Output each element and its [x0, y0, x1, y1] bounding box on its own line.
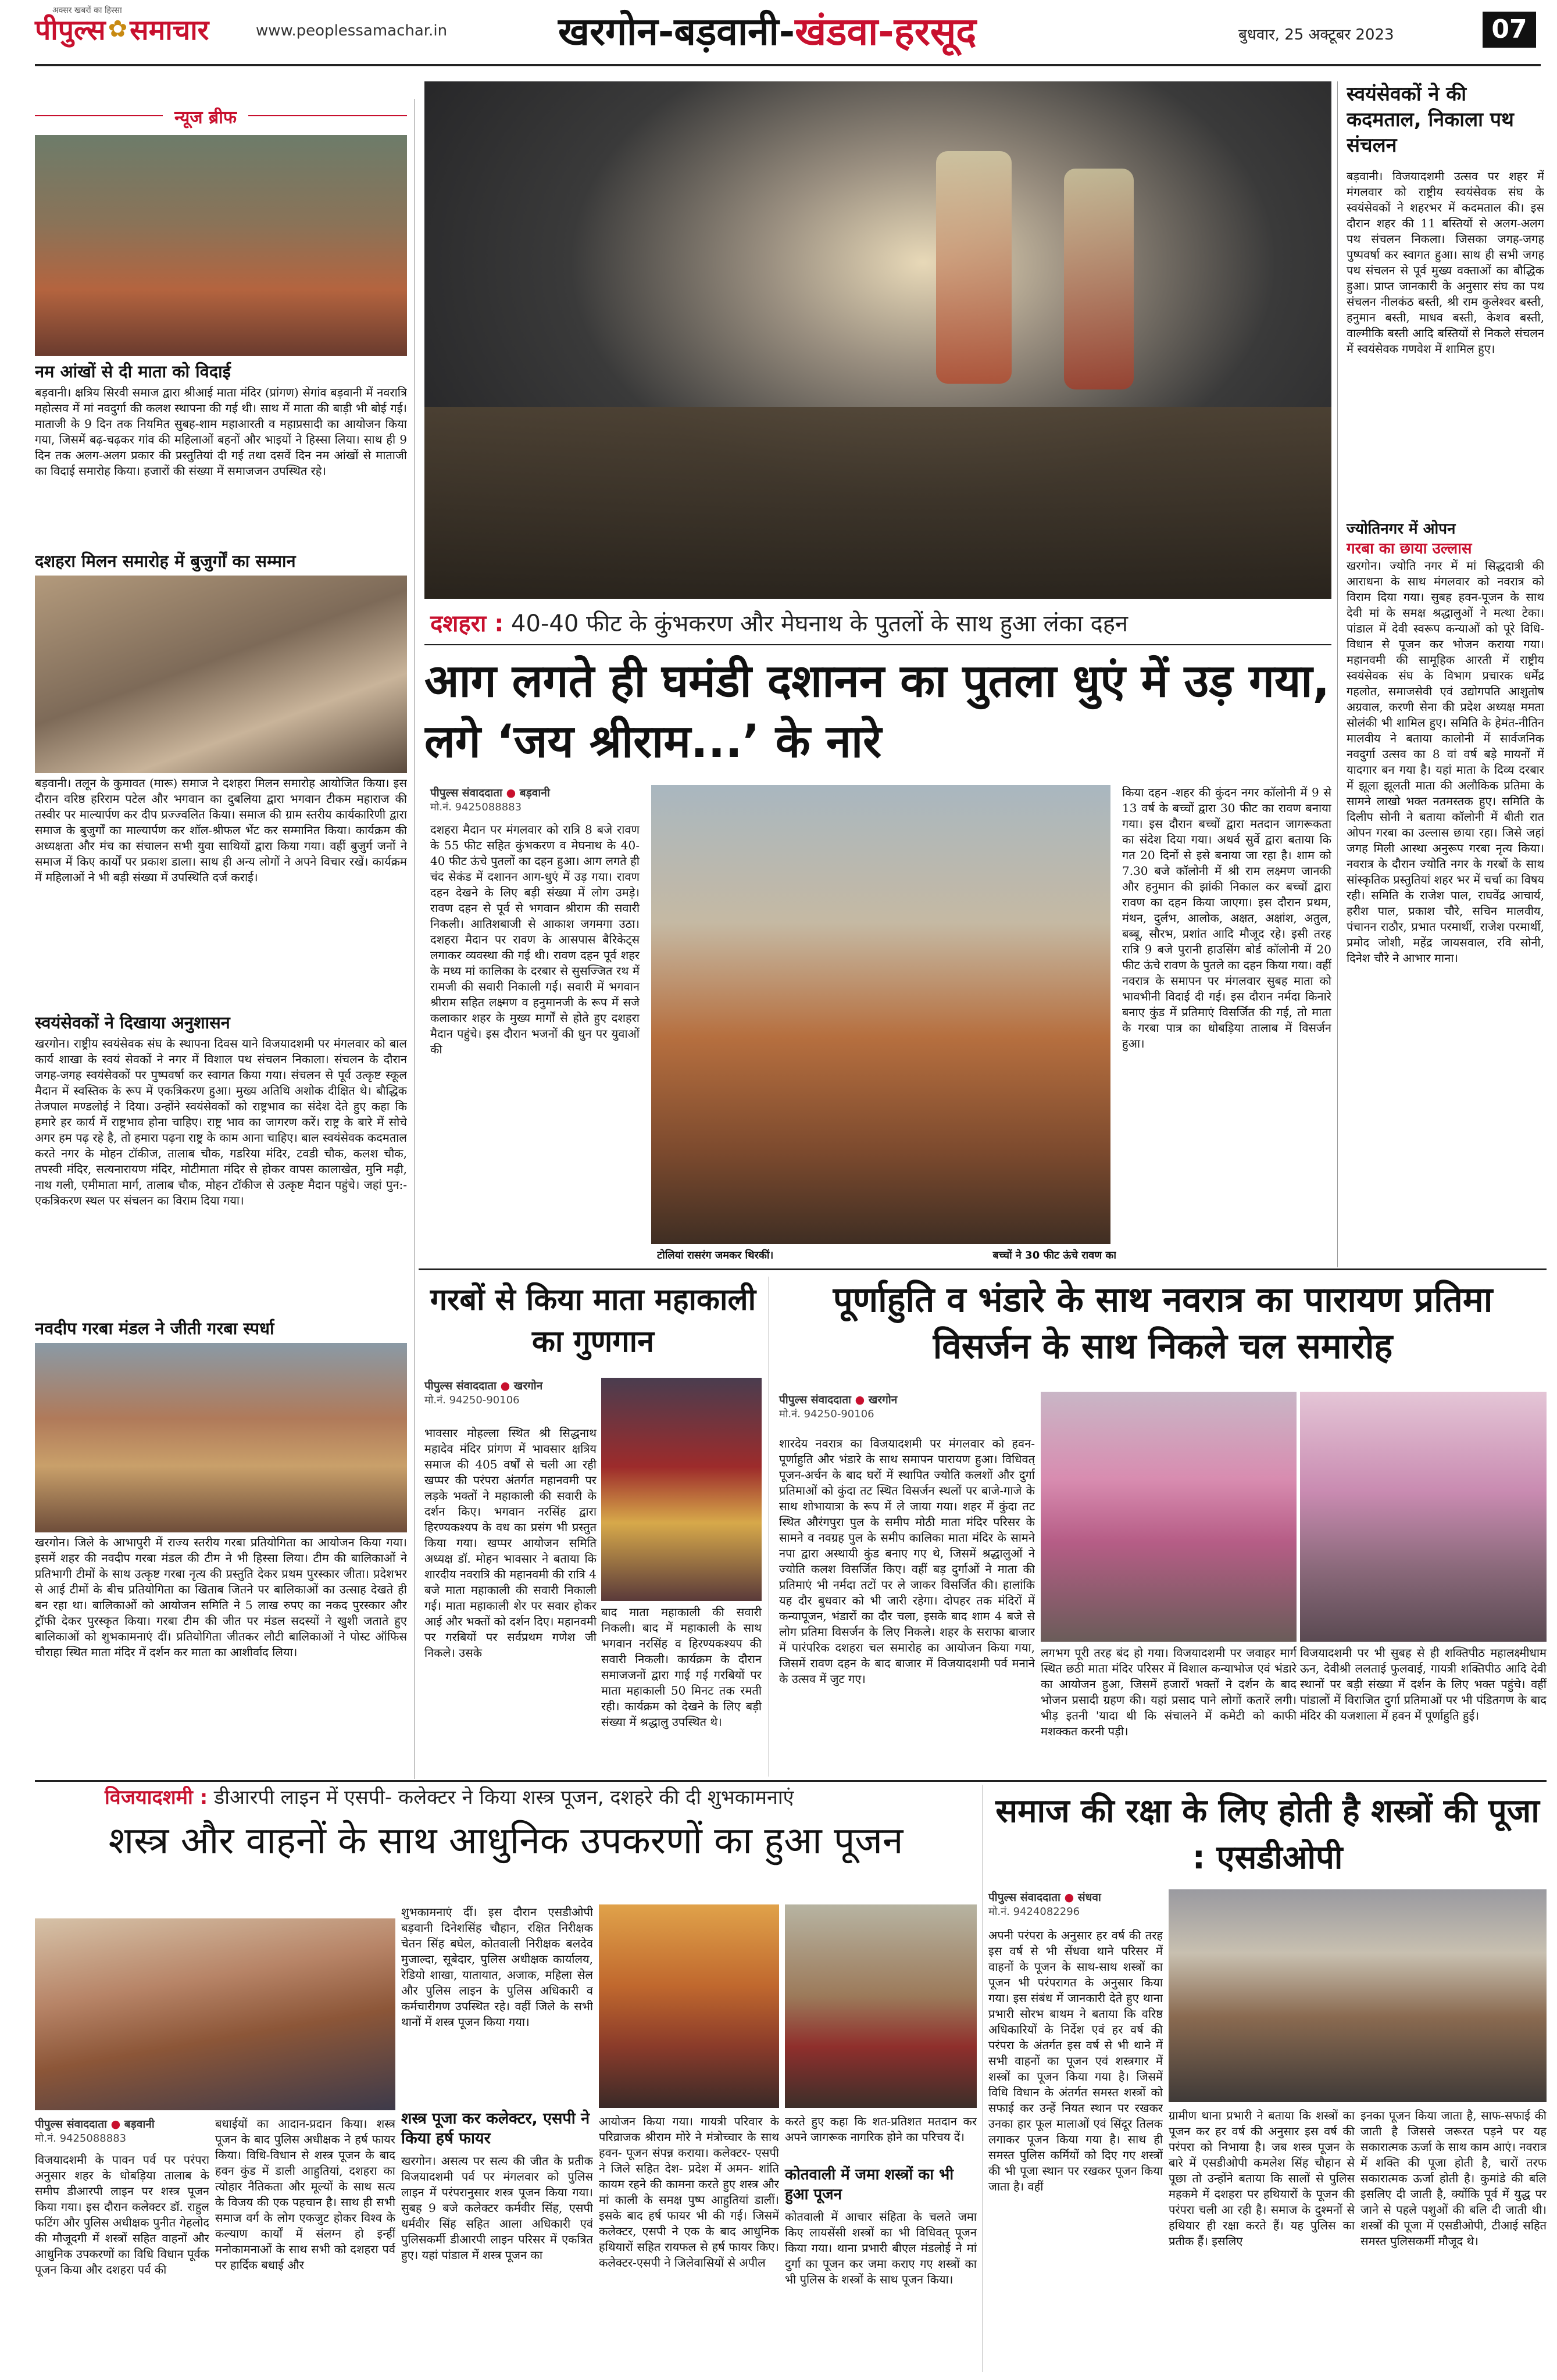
logo-left-text: पीपुल्स [35, 13, 106, 47]
sdop-headline: समाज की रक्षा के लिए होती है शस्त्रों की पूजा : एसडीओपी [995, 1792, 1540, 1877]
navratra-byline [779, 1392, 1012, 1424]
garba-headline: गरबों से किया माता महाकाली का गुणगान [430, 1282, 756, 1359]
news-brief-headline-1: नम आंखों से दी माता को विदाई [35, 362, 231, 381]
bullet-dot-icon: ● [1064, 1891, 1074, 1904]
weapons-col6-sub-headline: कोतवाली में जमा शस्त्रों का भी हुआ पूजन [785, 2166, 954, 2203]
right-column-divider [1337, 81, 1338, 1267]
right-col-sub-body: खरगोन। ज्योति नगर में मां सिद्धदात्री की आराधना के साथ मंगलवार को नवरात्र को विराम दिया गया। सुबह हवन-पूजन के साथ देवी मां के समक्ष श्रद्धालुओं ने मत्था टेका। पांडाल में देवी स्वरूप कन्याओं को पूरे विधि-विधान से पूजन कर भोजन कराया गया। महानवमी की सामूहिक आरती में राष्ट्रीय स्वयंसेवक संघ के विभाग प्रचारक धर्मेंद्र गहलोत, समाजसेवी एवं उद्योगपति आशुतोष अग्रवाल, करणी सेना की प्रदेश अध्यक्ष ममता सोलंकी भी शामिल हुए। समिति के हेमंत-नीतिन मालवीय ने बताया कालोनी में सार्वजनिक नवदुर्गा उत्सव का 8 वां वर्ष बड़े मायनों में यादगार बन गया है। यहां माता के दिव्य दरबार में झूला झूलती माता की अलौकिक प्रतिमा के सामने लाखो भक्त नतमस्तक हुए। समिति के दिलीप सोनी ने बताया कॉलोनी में बीती रात ओपन गरबा का उल्लास छाया रहा। जिसे जहां जगह मिली आस्था अनुरूप गरबा नृत्य किया। नवरात्र के दौरान ज्योति नगर के गरबों के साथ सांस्कृतिक प्रस्तुतियां शहर भर में चर्चा का विषय रही। समिति के राजेश पाल, राघवेंद्र आचार्य, हरीश पाल, प्रकाश चौरे, सचिन मालवीय, पंचानन राठौर, प्रभात परमार्थी, राजेश परमार्थी, प्रमोद जोशी, महेंद्र जायसवाल, रवि सोनी, दिनेश चौरे ने आभार माना। [1347, 559, 1544, 965]
weapons-col6: करते हुए कहा कि शत-प्रतिशत मतदान कर अपने जागरूक नागरिक होने का परिचय दें। [785, 2114, 977, 2144]
lead-photo-ravan-dahan [424, 81, 1331, 599]
section-title-black: खरगोन-बड़वानी- [558, 9, 795, 54]
news-brief-headline-2: दशहरा मिलन समारोह में बुजुर्गों का सम्मान [35, 551, 296, 571]
news-brief-body-4: खरगोन। जिले के आभापुरी में राज्य स्तरीय गरबा प्रतियोगिता का आयोजन किया गया। इसमें शहर की नवदीप गरबा मंडल की टीम ने भी हिस्सा लिया। टीम की बालिकाओं ने प्रतिभागी टीमों के साथ उत्कृष्ट गरबा नृत्य की प्रस्तुति देकर प्रथम पुरस्कार जीता। प्रदेशभर से आई टीमों के बीच प्रतियोगिता का खिताब जितने पर बालिकाओं का उत्साह देखते ही बन रहा था। बालिकाओं को आयोजन समिति ने 5 लाख रुपए का नकद पुरस्कार और ट्रॉफी देकर पुरस्कृत किया। गरबा टीम की जीत पर मंडल सदस्यों ने खुशी जताते हुए बालिकाओं को शुभकामनाएं दीं। प्रतियोगिता जीतकर लौटी बालिकाओं ने पोस्ट ऑफिस चौराहा स्थित माता मंदिर में दर्शन कर माता का आशीर्वाद लिया। [35, 1535, 407, 1659]
bottom-section-rule [35, 1780, 1547, 1782]
weapons-photo-police [785, 1904, 977, 2108]
lead-byline-place: बड़वानी [519, 787, 550, 799]
weapons-byline-place: बड़वानी [124, 2118, 155, 2131]
news-brief-headline-4: नवदीप गरबा मंडल ने जीती गरबा स्पर्धा [35, 1318, 274, 1338]
lead-byline-name: पीपुल्स संवाददाता [430, 787, 502, 799]
sdop-byline-name: पीपुल्स संवाददाता [988, 1891, 1060, 1904]
news-brief-photo-2 [35, 576, 407, 773]
effigy-shape [1064, 169, 1134, 389]
sdop-body-2: ग्रामीण थाना प्रभारी ने बताया कि शस्त्रों का पूजन कर हर वर्ष की अनुसार इस वर्ष की परंपरा को निभाया है। जब शस्त्र पूजन के बारे में एसडीओपी कमलेश सिंह चौहान से पूछा तो उन्होंने बताया कि सालों से पुलिस महकमे में दशहरा पर हथियारों के पूजन की परंपरा चली आ रही है। समाज के दुश्मनों से हथियार ही रक्षा करते हैं। यह पुलिस का प्रतीक हैं। इसलिए [1169, 2109, 1355, 2248]
weapons-headline: शस्त्र और वाहनों के साथ आधुनिक उपकरणों का हुआ पूजन [108, 1820, 904, 1863]
weapons-byline [35, 2116, 209, 2149]
logo-right-text: समाचार [130, 13, 209, 47]
garba-byline-place: खरगोन [513, 1380, 543, 1392]
weapons-body-2: बधाईयों का आदान-प्रदान किया। शस्त्र पूजन के बाद पुलिस अधीक्षक ने हर्ष फायर किया। विधि-विधान से शस्त्र पूजन के बाद हवन कुंड में डाली आहुतियां, दशहरा का त्योहार नैतिकता और मूल्यों के साथ सत्य के विजय की एक पहचान है। साथ ही सभी समाज वर्ग के लोग एकजुट होकर विश्व के कल्याण कार्यों में संलग्न हो इन्हीं मनोकामनाओं के साथ सभी को दशहरा पर्व पर हार्दिक बधाई और [215, 2117, 395, 2272]
news-brief-body-2: बड़वानी। तलून के कुमावत (मारू) समाज ने दशहरा मिलन समारोह आयोजित किया। इस दौरान वरिष्ठ हरिराम पटेल और भगवान का दुबलिया द्वारा भगवान टीकम महाराज की तस्वीर पर माल्यार्पण कर दीप प्रज्ज्वलित किया। समाज की ग्राम स्तरीय कार्यकारिणी द्वारा समाज के बुजुर्गों का माल्यार्पण कर शॉल-श्रीफल भेंट कर सम्मानित किया। कार्यक्रम की अध्यक्षता और मंच का संचालन सभी युवा साथियों द्वारा किया गया। वहीं बुजुर्ग जनों ने समाज में किए कार्यों पर प्रकाश डाला। साथ ही अन्य लोगों ने अपने विचार रखें। कार्यक्रम में महिलाओं ने भी बड़ी संख्या में उपस्थिति दर्ज कराई। [35, 776, 407, 884]
bullet-dot-icon: ● [500, 1380, 510, 1392]
lead-headline: आग लगते ही घमंडी दशानन का पुतला धुएं में उड़ गया, लगे ‘जय श्रीराम...’ के नारे [424, 655, 1330, 768]
lead-kicker-rule [424, 644, 1331, 645]
crowd-shape [424, 407, 1331, 599]
lead-kids-body: किया दहन -शहर की कुंदन नगर कॉलोनी में 9 से 13 वर्ष के बच्चों द्वारा 30 फीट का रावण बनाया गया। इस दौरान बच्चों द्वारा मतदान जागरूकता का संदेश दिया गया। अथर्व सुर्वे द्वारा बताया कि गत 20 दिनों से इसे बनाया जा रहा है। शाम को 7.30 बजे कॉलोनी में श्री राम लक्ष्मण जानकी और हनुमान की झांकी निकाल कर बच्चों द्वारा रावण का दहन किया जाएगा। इस दौरान प्रथम, मंथन, दुर्लभ, आलोक, अक्षत, अक्षांश, अतुल, बब्बू, सौरभ, प्रशांत आदि मौजूद रहे। इसी तरह रात्रि 9 बजे पुरानी हाउसिंग बोर्ड कॉलोनी में 20 फीट ऊंचे रावण के पुतले का दहन किया गया। वहीं नवरात्र के समापन पर मंगलवार सुबह माता को भावभीनी विदाई दी गई। इस दौरान नर्मदा किनारे बनाए कुंड में प्रतिमाएं विसर्जित की गई, तो माता के गरबा पात्र का धोबड़िया तालाब में विसर्जन हुआ। [1122, 785, 1331, 1050]
navratra-body: शारदेय नवरात्र का विजयादशमी पर मंगलवार को हवन-पूर्णाहुति और भंडारे के साथ समापन पारायण हुआ। विधिवत् पूजन-अर्चन के बाद घरों में स्थापित ज्योति कलशों और दुर्गा प्रतिमाओं को कुंदा तट स्थित विसर्जन स्थलों पर बाजे-गाजे के साथ शोभायात्रा के रूप में ले जाया गया। शहर में कुंदा तट स्थित औरंगपुरा पुल के समीप मोठी माता मंदिर परिसर के सामने व नवग्रह पुल के समीप कालिका माता मंदिर के सामने नपा द्वारा अस्थायी कुंड बनाए गए थे, जिसमें श्रद्धालुओं ने ज्योति कलश विसर्जित किए। वहीं बड़ दुर्गाओं ने माता की प्रतिमाएं भी नर्मदा तटों पर ले जाकर विसर्जित की। हालांकि यह दौर बुधवार को भी जारी रहेगा। दोपहर तक मंदिरों में कन्यापूजन, भंडारों का दौर चला, इसके बाद शाम 4 बजे से लोग प्रतिमा विसर्जन के लिए निकले। शहर के सराफा बाजार में पारंपरिक दशहरा चल समारोह का आयोजन किया गया, जिसमें रावण दहन के बाद बाजार में विजयादशमी पर्व मनाने के उत्सव में जुट गए। [779, 1436, 1035, 1686]
right-col-sub-headline: गरबा का छाया उल्लास [1347, 540, 1472, 558]
section-title [558, 6, 976, 58]
masthead [0, 0, 1557, 69]
sdop-body-1: अपनी परंपरा के अनुसार हर वर्ष की तरह इस वर्ष से भी सेंधवा थाने परिसर में वाहनों के पूजन के साथ-साथ शस्त्रों का पूजन भी परंपरागत के अनुसार किया गया। इस संबंध में जानकारी देते हुए थाना प्रभारी सोरभ बाथम ने बताया कि वरिष्ठ अधिकारियों के निर्देश एवं हर वर्ष की परंपरा के अंतर्गत इस वर्ष से भी थाने में सभी वाहनों का पूजन एवं शस्त्रगार में शस्त्रों का पूजन किया गया है। जिसमें विधि विधान के अंतर्गत समस्त शस्त्रों को सफाई कर उन्हें नियत स्थान पर रखकर उनका हार फूल मालाओं एवं सिंदूर तिलक लगाकर पूजन किया गया है। साथ ही समस्त पुलिस कर्मियों को दिए गए शस्त्रों की भी पूजा स्थान पर रखकर पूजन किया जाता है। वहीं [988, 1928, 1163, 2193]
navratra-byline-place: खरगोन [868, 1393, 898, 1406]
section-title-red: खंडवा-हरसूद [795, 9, 977, 54]
news-brief-body-3: खरगोन। राष्ट्रीय स्वयंसेवक संघ के स्थापना दिवस याने विजयादशमी पर मंगलवार को बाल कार्य शाखा के स्वयं सेवकों ने नगर में विशाल पथ संचलन निकाला। संचलन के दौरान जगह-जगह स्वयंसेवकों पर पुष्पवर्षा कर स्वागत किया गया। संचलन से पूर्व उत्कृष्ट स्कूल मैदान में स्वस्तिक के रूप में एकत्रिकरण हुआ। मुख्य अतिथि अशोक दीक्षित थे। बौद्धिक तेजपाल मण्डलोई ने दिया। उन्होंने स्वयंसेवकों को राष्ट्रभाव का संदेश देते हुए कहा कि हमारे हर कार्य में राष्ट्रभाव होना चाहिए। राष्ट्र भाव का जागरण करें। राष्ट्र के बारे में सोचे अगर हम पढ़ रहे है, तो हमारा पढ़ना राष्ट्र के काम आना चाहिए। बाल स्वयंसेवक कदमताल करते नगर के मोहन टॉकीज, तालाब चौक, गडरिया मंदिर, टवडी चौक, कलश चौक, तपस्वी मंदिर, सत्यनारायण मंदिर, मोटीमाता मंदिर से होकर वापस कालाखेत, मुनि मढ़ी, नाथ गली, एमीमाता मार्ग, तालाब चौक, मोहन टॉकीज से उत्कृष्ट मैदान पहुंचे। जहां पुन:-एकत्रिकरण स्थल पर संचलन का विराम दिया गया। [35, 1037, 407, 1207]
lead-body: दशहरा मैदान पर मंगलवार को रात्रि 8 बजे रावण के 55 फीट सहित कुंभकरण व मेघनाथ के 40-40 फीट ऊंचे पुतलों का दहन हुआ। आग लगते ही चंद सेकंड में दशानन आग-धुएं में उड़ गया। रावण दहन देखने के लिए बड़ी संख्या में लोग उमड़े। रावण दहन से पूर्व से भगवान श्रीराम की सवारी निकली। आतिशबाजी से आकाश जगमगा उठा। दशहरा मैदान पर रावण के आसपास बैरिकेट्स लगाकर व्यवस्था की गई थी। रावण दहन पूर्व शहर के मध्य मां कालिका के दरबार से सुसज्जित रथ में रामजी की सवारी निकाली गई। सवारी में भगवान श्रीराम सहित लक्ष्मण व हनुमानजी के रूप में सजे कलाकार शहर के मुख्य मार्गों से होते हुए दशहरा मैदान पहुंचे। इस दौरान भजनों की धुन पर युवाओं की [430, 823, 640, 1056]
garba-photo-mahakali [601, 1378, 762, 1601]
weapons-kicker-text: डीआरपी लाइन में एसपी- कलेक्टर ने किया शस्त्र पूजन, दशहरे की दी शुभकामनाएं [214, 1786, 794, 1809]
right-col-headline: स्वयंसेवकों ने की कदमताल, निकाला पथ संचलन [1347, 83, 1514, 157]
garba-byline [424, 1378, 599, 1410]
lead-kicker [430, 609, 1337, 638]
news-brief-header [35, 105, 407, 128]
news-brief-photo-4 [35, 1343, 407, 1532]
bullet-dot-icon: ● [110, 2118, 121, 2131]
lead-kicker-text: 40-40 फीट के कुंभकरण और मेघनाथ के पुतलों के साथ हुआ लंका दहन [511, 610, 1129, 637]
weapons-byline-name: पीपुल्स संवाददाता [35, 2118, 107, 2131]
navratra-photo-bhandara [1041, 1392, 1297, 1642]
sdop-body-3: इनका पूजन किया जाता है, साफ-सफाई की जाती है जिससे जरूरत पड़ने पर यह सकारात्मक ऊर्जा के साथ काम आएं। नवरात्र में शक्ति की पूजा होती है, चारों तरफ सकारात्मक ऊर्जा होती है। कुमांडे की बलि इसलिए दी जाती है, क्योंकि पूर्व में युद्ध पर जाने से पहले पशुओं की बलि दी जाती थी। शस्त्रों की पूजा में एसडीओपी, टीआई सहित समस्त पुलिसकर्मी मौजूद थे। [1360, 2109, 1547, 2248]
navratra-body-3: विजयादशमी पर भी सुबह से ही शक्तिपीठ महालक्ष्मीधाम ऊन, देवीश्री ललताई फुलवाई, गायत्री शक्तिपीठ आदि देवी स्थानों पर बड़ी संख्या में दर्शन के लिए भक्त पहुंचे। वहीं पांडालों में विराजित दुर्गा प्रतिमाओं पर भी पंडितगण के बाद मंदिर की यजशाला में हवन में पूर्णाहुति हुई। [1300, 1646, 1547, 1723]
garba-body: भावसार मोहल्ला स्थित श्री सिद्धनाथ महादेव मंदिर प्रांगण में भावसार क्षत्रिय समाज की 405 वर्षों से चली आ रही खप्पर की परंपरा अंतर्गत महानवमी पर लड़के भक्तों ने महाकाली की सवारी के दर्शन किए। भगवान नरसिंह द्वारा हिरण्यकश्यप के वध का प्रसंग भी प्रस्तुत किया गया। खप्पर आयोजन समिति अध्यक्ष डॉ. मोहन भावसार ने बताया कि शारदीय नवरात्रि की महानवमी की रात्रि 4 बजे माता महाकाली की सवारी निकाली गई। माता महाकाली शेर पर सवार होकर आई और भक्तों को दर्शन दिए। महानवमी पर गरबियों पर सर्वप्रथम गणेश जी निकले। उसके [424, 1426, 597, 1660]
middle-section-rule [419, 1268, 1547, 1270]
masthead-tagline: अक्सर खबरों का हिस्सा [52, 6, 122, 15]
masthead-url[interactable]: www.peoplessamachar.in [256, 22, 448, 40]
navratra-headline: पूर्णाहुति व भंडारे के साथ नवरात्र का पारायण प्रतिमा विसर्जन के साथ निकले चल समारोह [833, 1280, 1493, 1367]
page-number: 07 [1483, 12, 1536, 48]
weapons-kicker [105, 1784, 1000, 1811]
lead-kids-caption: बच्चों ने 30 फीट ऊंचे रावण का [992, 1249, 1116, 1262]
lead-kicker-label: दशहरा : [430, 610, 504, 637]
weapons-col5: आयोजन किया गया। गायत्री परिवार के परिव्राजक श्रीराम मोरे ने मंत्रोच्चार के साथ हवन- पूजन संपन्न कराया। कलेक्टर- एसपी ने जिले सहित देश- प्रदेश में अमन- शांति कायम रहने की कामना करते हुए शस्त्र और मां काली के समक्ष पुष्प आहुतियां डालीं। इसके बाद हर्ष फायर भी की गई। जिसमें कलेक्टर, एसपी ने एक के बाद आधुनिक हथियारों सहित रायफल से हर्ष फायर किए। कलेक्टर-एसपी ने जिलेवासियों से अपील [599, 2114, 779, 2270]
news-brief-body-1: बड़वानी। क्षत्रिय सिरवी समाज द्वारा श्रीआई माता मंदिर (प्रांगण) सेगांव बड़वानी में नवरात्रि महोत्सव में मां नवदुर्गा की कलश स्थापना की गई थी। साथ में माता की बाड़ी भी बोई गई। माताजी के 9 दिन तक नियमित सुबह-शाम महाआरती व महाप्रसादी का आयोजन किया गया, जिसमें बढ़-चढ़कर गांव की महिलाओं बहनों और भाइयों ने हिस्सा लिया। साथ ही 9 दिन तक अलग-अलग प्रकार की प्रस्तुतियां दी गई तथा दसवें दिन नम आंखों से माताजी का विदाई समारोह किया। हजारों की संख्या में समाजजन उपस्थित रहे। [35, 385, 407, 478]
news-brief-headline-3: स्वयंसेवकों ने दिखाया अनुशासन [35, 1013, 230, 1032]
weapons-sub-headline: शस्त्र पूजा कर कलेक्टर, एसपी ने किया हर्ष फायर [401, 2110, 590, 2147]
news-brief-photo-1 [35, 135, 407, 356]
news-brief-label: न्यूज ब्रीफ [163, 105, 248, 128]
right-col-body: बड़वानी। विजयादशमी उत्सव पर शहर में मंगलवार को राष्ट्रीय स्वयंसेवक संघ के स्वयंसेवकों ने शहरभर में कदमताल की। इस दौरान शहर की 11 बस्तियों से अलग-अलग पथ संचलन निकला। जिसका जगह-जगह पुष्पवर्षा कर स्वागत हुआ। साथ ही सभी जगह पथ संचलन से पूर्व मुख्य वक्ताओं का बौद्धिक हुआ। प्राप्त जानकारी के अनुसार संघ का पथ संचलन नीलकंठ बस्ती, श्री राम कुलेश्वर बस्ती, हनुमान बस्ती, माधव बस्ती, केशव बस्ती, वाल्मीकि बस्ती आदि बस्तियों से निकले संचलन में स्वयंसेवक गणवेश में शामिल हुए। [1347, 169, 1544, 356]
garba-photo-caption: बाद माता महाकाली की सवारी निकली। बाद में महाकाली के साथ भगवान नरसिंह व हिरण्यकश्यप की सवारी निकली। कार्यक्रम के दौरान समाजजनों द्वारा गाई गई गरबियों पर माता महाकाली 50 मिनट तक रमती रही। कार्यक्रम को देखने के लिए बड़ी संख्या में श्रद्धालु उपस्थित थे। [601, 1605, 762, 1729]
garba-byline-name: पीपुल्स संवाददाता [424, 1380, 497, 1392]
weapons-body-3: शुभकामनाएं दीं। इस दौरान एसडीओपी बड़वानी दिनेशसिंह चौहान, रक्षित निरीक्षक चेतन सिंह बघेल, कोतवाली निरीक्षक बलदेव मुजाल्दा, सूबेदार, पुलिस अधीक्षक कार्यालय, रेडियो शाखा, यातायात, अजाक, महिला सेल और पुलिस लाइन के पुलिस अधिकारी व कर्मचारीगण उपस्थित रहे। वहीं जिले के सभी थानों में शस्त्र पूजन किया गया। [401, 1905, 593, 2029]
sdop-photo-shastra-puja [1169, 1889, 1547, 2102]
effigy-shape [936, 151, 1012, 384]
masthead-rule [35, 64, 1541, 66]
lead-byline [430, 785, 628, 817]
bullet-dot-icon: ● [506, 787, 516, 799]
weapons-byline-phone: मो.नं. 9425088883 [35, 2132, 127, 2145]
weapons-kicker-label: विजयादशमी : [105, 1786, 208, 1809]
weapons-sub-body: खरगोन। असत्य पर सत्य की जीत के प्रतीक विजयादशमी पर्व पर मंगलवार को पुलिस लाइन में परंपरानुसार शस्त्र पूजन किया गया। सुबह 9 बजे कलेक्टर कर्मवीर सिंह, एसपी धर्मवीर सिंह सहित आला अधिकारी एवं पुलिसकर्मी डीआरपी लाइन परिसर में एकत्रित हुए। यहां पांडाल में शस्त्र पूजन का [401, 2154, 593, 2262]
navratra-body-2: लगभग पूरी तरह बंद हो गया। विजयादशमी पर जवाहर मार्ग स्थित छठी माता मंदिर परिसर में विशाल कन्याभोज एवं भंडारे का आयोजन हुआ, जिसमें हजारों भक्तों ने दर्शन के बाद भोजन प्रसादी ग्रहण की। यहां प्रसाद पाने लोगों कतारें लगी। भीड़ इतनी 'यादा थी कि संचालने में कमेटी को काफी मशक्कत करनी पड़ी। [1041, 1646, 1297, 1738]
sdop-byline-phone: मो.नं. 9424082296 [988, 1906, 1080, 1918]
right-col-sub-kicker: ज्योतिनगर में ओपन [1347, 520, 1456, 538]
flower-emblem-icon: ✿ [108, 16, 128, 42]
lead-byline-phone: मो.नं. 9425088883 [430, 801, 522, 813]
masthead-date: बुधवार, 25 अक्टूबर 2023 [1238, 26, 1394, 44]
lead-photo-women-puja [651, 785, 1110, 1244]
navratra-byline-name: पीपुल्स संवाददाता [779, 1393, 851, 1406]
weapons-photo-havan [599, 1904, 779, 2108]
navratra-byline-phone: मो.नं. 94250-90106 [779, 1408, 874, 1420]
left-column-divider [414, 99, 415, 1779]
navratra-photo-devotees [1300, 1392, 1547, 1642]
bullet-dot-icon: ● [855, 1393, 865, 1406]
weapons-body-1: विजयादशमी के पावन पर्व पर परंपरा अनुसार शहर के धोबड़िया तालाब के समीप डीआरपी लाइन पर शस्त्र पूजन किया गया। इस दौरान कलेक्टर डॉ. राहुल फटिंग और पुलिस अधीक्षक पुनीत गेहलोद की मौजूदगी में शस्त्रों सहित वाहनों और आधुनिक उपकरणों का विधि विधान पूर्वक पूजन किया और दशहरा पर्व की [35, 2153, 209, 2277]
garba-byline-phone: मो.नं. 94250-90106 [424, 1394, 520, 1406]
sdop-byline [988, 1889, 1174, 1922]
weapons-photo-puja [35, 1918, 395, 2110]
masthead-logo [35, 12, 209, 47]
sdop-byline-place: संधवा [1077, 1891, 1101, 1904]
lead-photo-caption: टोलियां रासरंग जमकर थिरकीं। [657, 1249, 774, 1262]
weapons-col6-body: कोतवाली में आचार संहिता के चलते जमा किए लायसेंसी शस्त्रों का भी विधिवत् पूजन किया गया। थाना प्रभारी बीएल मंडलोई ने मां दुर्गा का पूजन कर जमा कराए गए शस्त्रों का भी पुलिस के शस्त्रों के साथ पूजन किया। [785, 2210, 977, 2286]
